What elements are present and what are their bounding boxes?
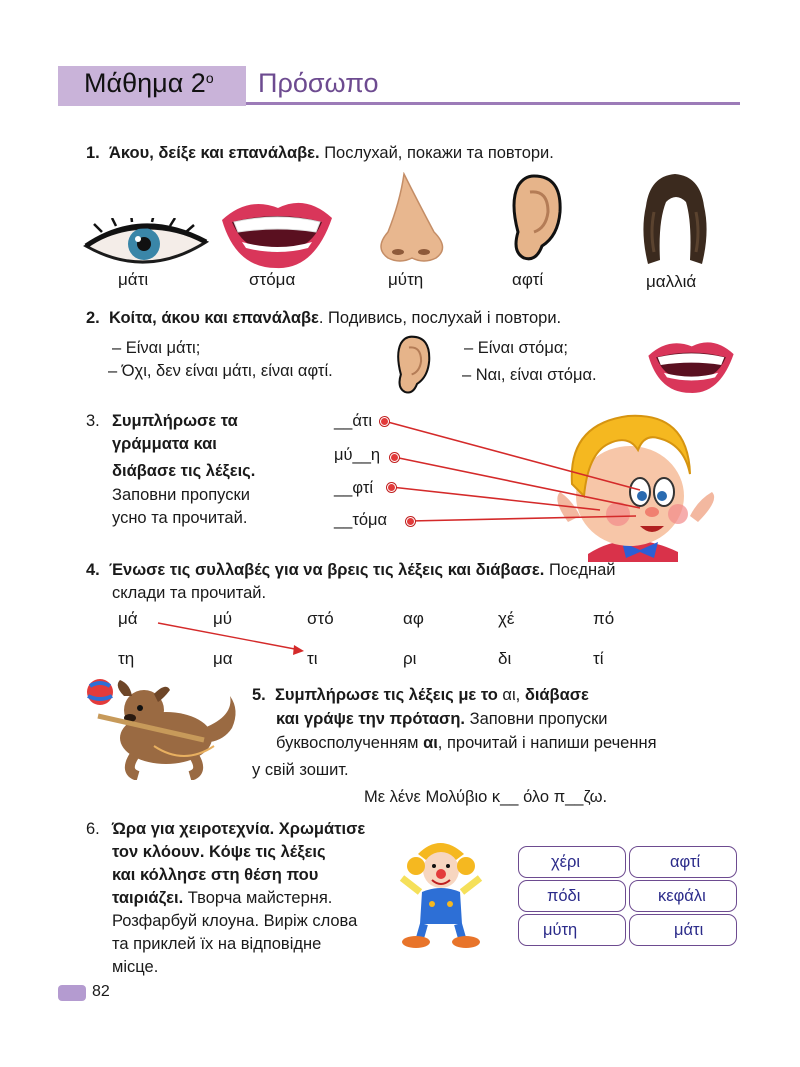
syllable-bottom: μα [213, 649, 233, 668]
dog-picture [84, 676, 240, 780]
page-number: 82 [92, 983, 110, 1000]
syllable-top: στό [307, 609, 334, 628]
ex6-bold-line-3: και κόλλησε στη θέση που [112, 866, 319, 884]
ex6-line-4: ταιριάζει. Творча майстерня. [112, 889, 333, 907]
ex3-rest-line-2: усно та прочитай. [112, 509, 248, 527]
word-card: πόδι [518, 880, 626, 912]
syllable-bottom: ρι [403, 649, 417, 668]
clown-picture [396, 834, 486, 950]
word-card: αφτί [629, 846, 737, 878]
ex5-line-3: буквосполученням αι, прочитай і напиши речення [276, 734, 657, 752]
syllable-top: χέ [498, 609, 515, 628]
word-card: χέρι [518, 846, 626, 878]
ex6-bold-line-1: Ώρα για χειροτεχνία. Χρωμάτισε [112, 820, 366, 838]
lesson-title: Μάθημα $2^o$ [84, 68, 214, 98]
ex6-bold-line-2: τον κλόουν. Κόψε τις λέξεις [112, 843, 326, 861]
label-eye: μάτι [118, 270, 149, 289]
ex6-rest-line-2: та приклей їх на відповідне [112, 935, 322, 953]
ex6-number: 6. [86, 820, 100, 838]
ex2-left-question: – Είναι μάτι; [112, 339, 201, 357]
page-tab [58, 985, 86, 1001]
ex5-line-4: у свій зошит. [252, 761, 349, 779]
ex5-sentence: Με λένε Μολύβιο κ__ όλο π__ζω. [364, 788, 608, 806]
ex3-rest-line-1: Заповни пропуски [112, 486, 250, 504]
ex2-right-answer: – Ναι, είναι στόμα. [462, 366, 597, 384]
syllable-top: μά [118, 609, 138, 628]
ex2-left-answer: – Όχι, δεν είναι μάτι, είναι αφτί. [108, 362, 333, 380]
ex3-bold-line-3: διάβασε τις λέξεις. [112, 462, 256, 480]
connector-dot [406, 517, 415, 526]
ex3-bold-line-1: Συμπλήρωσε τα [112, 412, 238, 430]
word-card: μάτι [629, 914, 737, 946]
ex1-instruction: 1. Άκου, δείξε και επανάλαβε. Послухай, покажи та повтори. [86, 144, 554, 162]
label-hair: μαλλιά [646, 272, 697, 291]
ex5-line-2: και γράψε την πρόταση. Заповни пропуски [276, 710, 608, 728]
syllable-top: αφ [403, 609, 424, 628]
connector-dot [380, 417, 389, 426]
label-mouth: στόμα [249, 270, 296, 289]
ex5-line-1: 5. Συμπλήρωσε τις λέξεις με το αι, διάβασε [252, 686, 589, 704]
ex3-word-4: __τόμα [334, 511, 388, 529]
ex3-word-1: __άτι [334, 412, 373, 430]
ex3-word-2: μύ__η [334, 446, 381, 464]
ex6-rest-line-1: Розфарбуй клоуна. Виріж слова [112, 912, 358, 930]
connector-dot [387, 483, 396, 492]
label-nose: μύτη [388, 270, 424, 289]
syllable-bottom: τί [593, 649, 604, 668]
ex2-right-question: – Είναι στόμα; [464, 339, 568, 357]
label-ear: αφτί [512, 270, 544, 289]
topic-title: Πρόσωπο [258, 68, 379, 98]
connector-dot [390, 453, 399, 462]
word-card: μύτη [518, 914, 626, 946]
ex3-number: 3. [86, 412, 100, 430]
ex3-bold-line-2: γράμματα και [112, 435, 217, 453]
ex6-rest-line-3: місце. [112, 958, 159, 976]
syllable-bottom: δι [498, 649, 512, 668]
ex4-instruction-line-2: склади та прочитай. [112, 584, 267, 602]
syllable-top: μύ [213, 609, 233, 628]
ex3-word-3: __φτί [334, 479, 374, 497]
syllable-bottom: τη [118, 649, 135, 668]
word-card: κεφάλι [629, 880, 737, 912]
ex4-instruction: 4. Ένωσε τις συλλαβές για να βρεις τις λέξεις και διάβασε. Поєднай [86, 561, 616, 579]
ex2-instruction: 2. Κοίτα, άκου και επανάλαβε. Подивись, послухай і повтори. [86, 309, 562, 327]
syllable-top: πό [593, 609, 615, 628]
syllable-bottom: τι [307, 649, 318, 668]
